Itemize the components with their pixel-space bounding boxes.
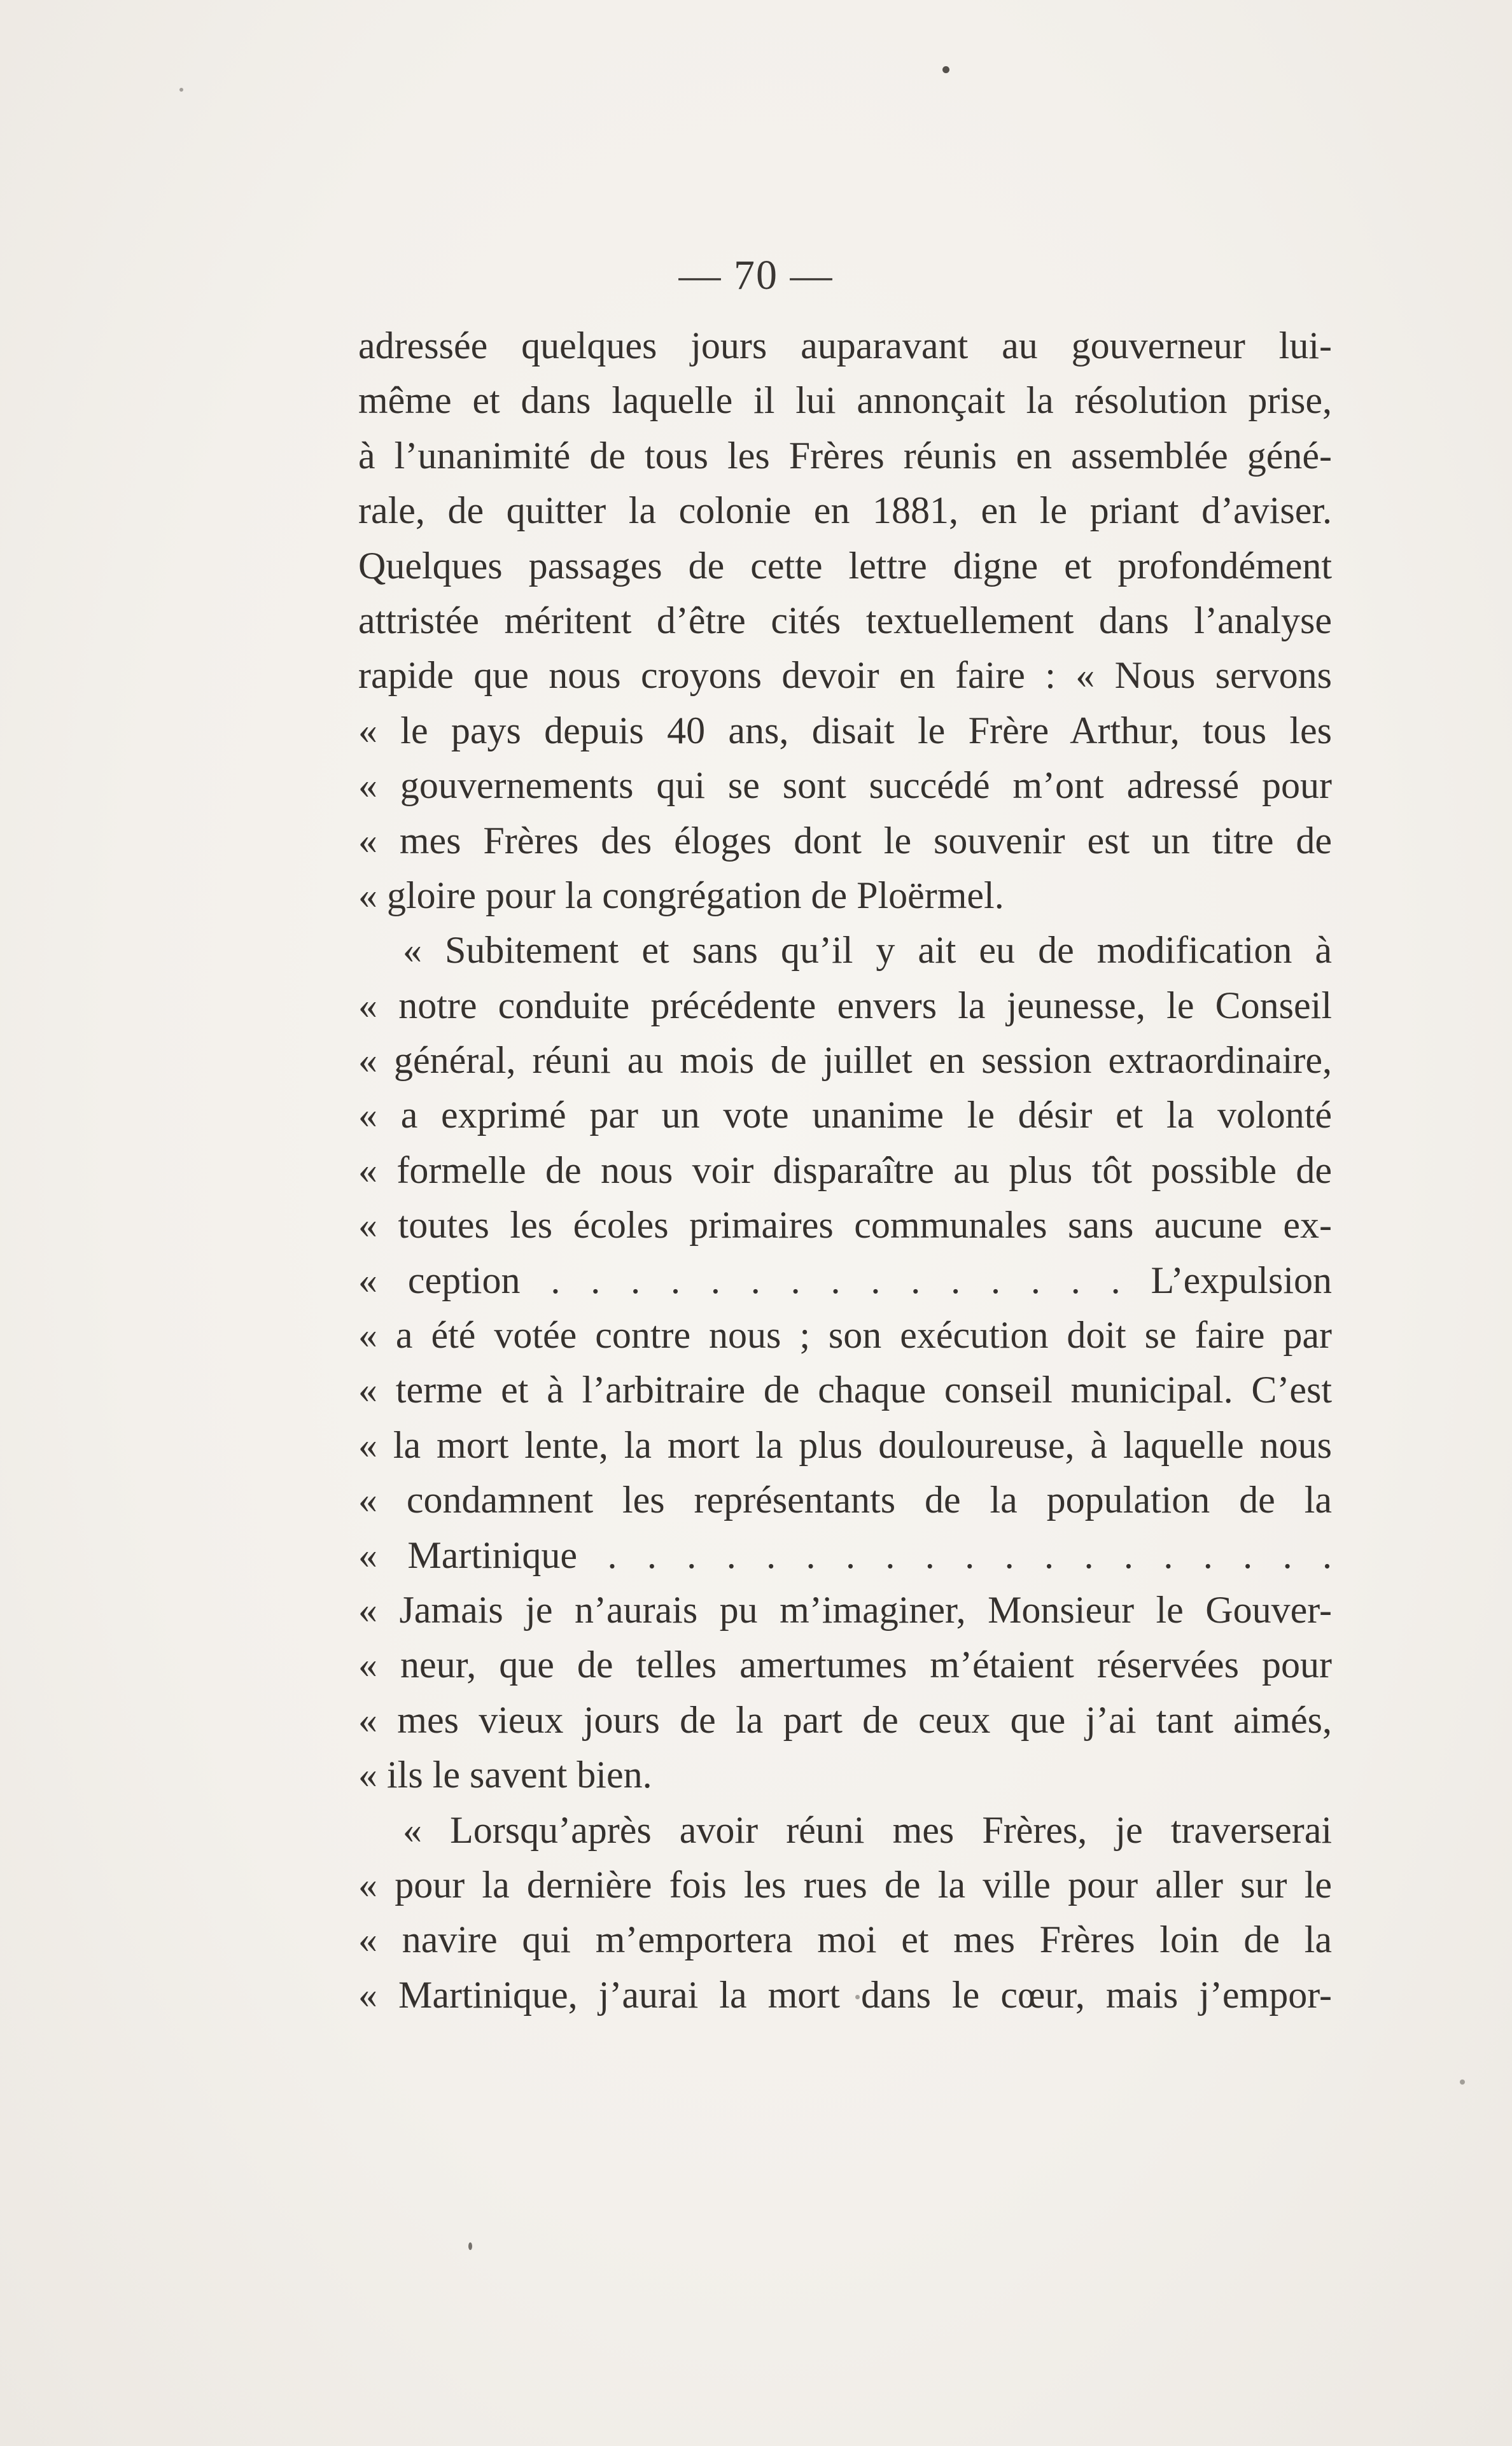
- text-line: « Martinique, j’aurai la mort dans le cœur, mais j’empor-: [358, 1973, 1332, 2016]
- text-line: « a exprimé par un vote unanime le désir et la volonté: [358, 1094, 1332, 1136]
- text-line: même et dans laquelle il lui annonçait la résolution prise,: [358, 379, 1332, 422]
- text-line: « Subitement et sans qu’il y ait eu de modification à: [403, 929, 1332, 972]
- text-line: « formelle de nous voir disparaître au plus tôt possible de: [358, 1149, 1332, 1191]
- print-speck: [468, 2242, 472, 2250]
- text-line: « général, réuni au mois de juillet en session extraordinaire,: [358, 1039, 1332, 1082]
- text-line: « ils le savent bien.: [358, 1754, 652, 1796]
- page-number: — 70 —: [678, 252, 834, 298]
- text-line: « le pays depuis 40 ans, disait le Frère Arthur, tous les: [358, 709, 1332, 751]
- text-line: « la mort lente, la mort la plus douloureuse, à laquelle nous: [358, 1423, 1332, 1466]
- text-line: Quelques passages de cette lettre digne et profondément: [358, 544, 1332, 587]
- print-speck: [942, 66, 949, 73]
- text-line: « Jamais je n’aurais pu m’imaginer, Monsieur le Gouver-: [358, 1588, 1332, 1631]
- text-line: « notre conduite précédente envers la jeunesse, le Conseil: [358, 984, 1332, 1026]
- text-line: attristée méritent d’être cités textuellement dans l’analyse: [358, 599, 1332, 641]
- text-line: à l’unanimité de tous les Frères réunis en assemblée géné-: [358, 434, 1332, 477]
- text-line: « mes Frères des éloges dont le souvenir est un titre de: [358, 819, 1332, 862]
- text-line: « condamnent les représentants de la population de la: [358, 1479, 1332, 1521]
- text-line: « Martinique . . . . . . . . . . . . . . . . . . .: [358, 1534, 1332, 1576]
- print-speck: [179, 88, 183, 92]
- body-text: [358, 318, 1332, 2022]
- text-line: « ception . . . . . . . . . . . . . . . L’expulsion: [358, 1259, 1332, 1301]
- text-line: « neur, que de telles amertumes m’étaient réservées pour: [358, 1644, 1332, 1686]
- text-line: « gouvernements qui se sont succédé m’ont adressé pour: [358, 764, 1332, 807]
- text-line: « terme et à l’arbitraire de chaque conseil municipal. C’est: [358, 1369, 1332, 1411]
- text-line: rapide que nous croyons devoir en faire : « Nous servons: [358, 654, 1332, 697]
- text-line: « a été votée contre nous ; son exécution doit se faire par: [358, 1314, 1332, 1357]
- print-speck: [1460, 2079, 1465, 2085]
- text-line: « gloire pour la congrégation de Ploërmel.: [358, 874, 1004, 916]
- text-line: rale, de quitter la colonie en 1881, en le priant d’aviser.: [358, 489, 1332, 532]
- text-line: « navire qui m’emportera moi et mes Frères loin de la: [358, 1918, 1332, 1961]
- text-line: « pour la dernière fois les rues de la ville pour aller sur le: [358, 1863, 1332, 1906]
- text-line: « Lorsqu’après avoir réuni mes Frères, je traverserai: [403, 1808, 1332, 1851]
- text-line: adressée quelques jours auparavant au gouverneur lui-: [358, 325, 1332, 367]
- text-line: « mes vieux jours de la part de ceux que j’ai tant aimés,: [358, 1698, 1332, 1741]
- text-line: « toutes les écoles primaires communales sans aucune ex-: [358, 1204, 1332, 1247]
